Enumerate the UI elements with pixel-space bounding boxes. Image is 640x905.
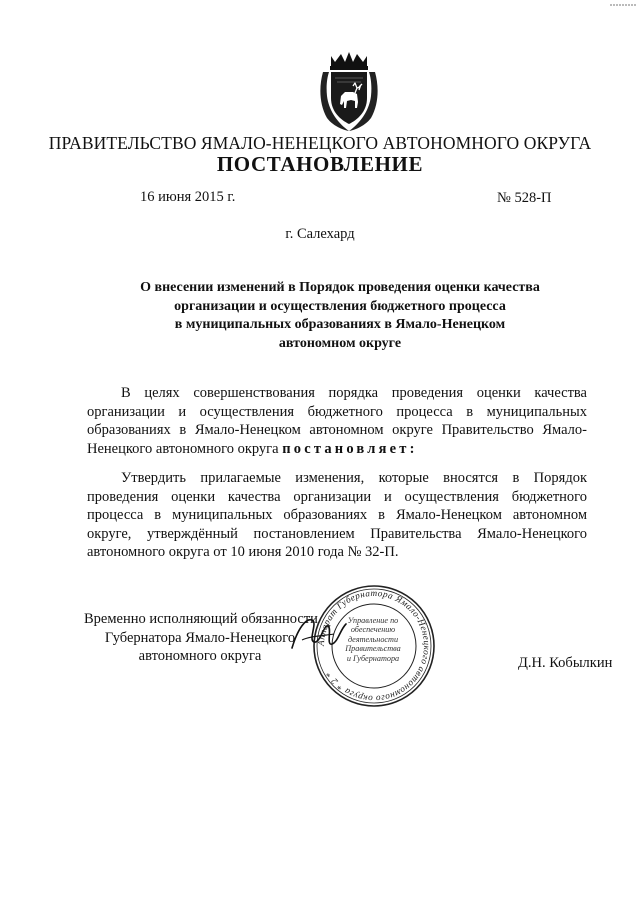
seal-inner-line: деятельности [347,634,399,644]
seal-inner-line: и Губернатора [346,653,400,663]
signatory-name: Д.Н. Кобылкин [518,655,613,671]
position-line: Временно исполняющий обязанности [84,611,318,627]
preamble-text: В целях совершенствования порядка проведения оценки качества организации и осуществления бюджетного процесса в муниципальных образованиях в Ямало-Ненецком автономном округе Правительство Ямало-Ненецкого автономного округа [87,385,587,457]
title-line: в муниципальных образованиях в Ямало-Ненецком [174,317,506,332]
document-date: 16 июня 2015 г. [140,189,236,205]
title-line: автономном округе [278,335,402,351]
position-line: автономного округа [138,648,262,664]
coat-of-arms-emblem [317,52,381,132]
seal-inner-line: обеспечению [350,625,396,635]
document-title [100,279,580,353]
document-city: г. Салехард [285,226,355,242]
decree-word: постановляет: [282,440,418,457]
title-line: О внесении изменений в Порядок проведения оценки качества [140,280,540,295]
preamble-paragraph [87,384,587,458]
resolution-paragraph: Утвердить прилагаемые изменения, которые вносятся в Порядок проведения оценки качества организации и осуществления бюджетного процесса в муниципальных образованиях в Ямало-Ненецком автономном округе, утверждённый постановлением Правительства Ямало-Ненецкого автономного округа от 10 июня 2010 года № 32-П. [87,470,587,560]
handwritten-signature [288,610,350,658]
document-number: № 528-П [497,190,552,206]
seal-inner-line: Правительства [345,644,401,654]
seal-ring-text: Аппарат Губернатора Ямало-Ненецкого автономного округа * 2 * [315,587,433,705]
page-corner-mark [610,3,636,7]
government-name: ПРАВИТЕЛЬСТВО ЯМАЛО-НЕНЕЦКОГО АВТОНОМНОГО ОКРУГА [48,133,592,153]
seal-inner-line: Управление по [347,616,399,625]
document-type: ПОСТАНОВЛЕНИЕ [216,152,424,176]
signatory-position [84,610,316,666]
position-line: Губернатора Ямало-Ненецкого [104,629,296,646]
title-line: организации и осуществления бюджетного процесса [174,298,506,314]
